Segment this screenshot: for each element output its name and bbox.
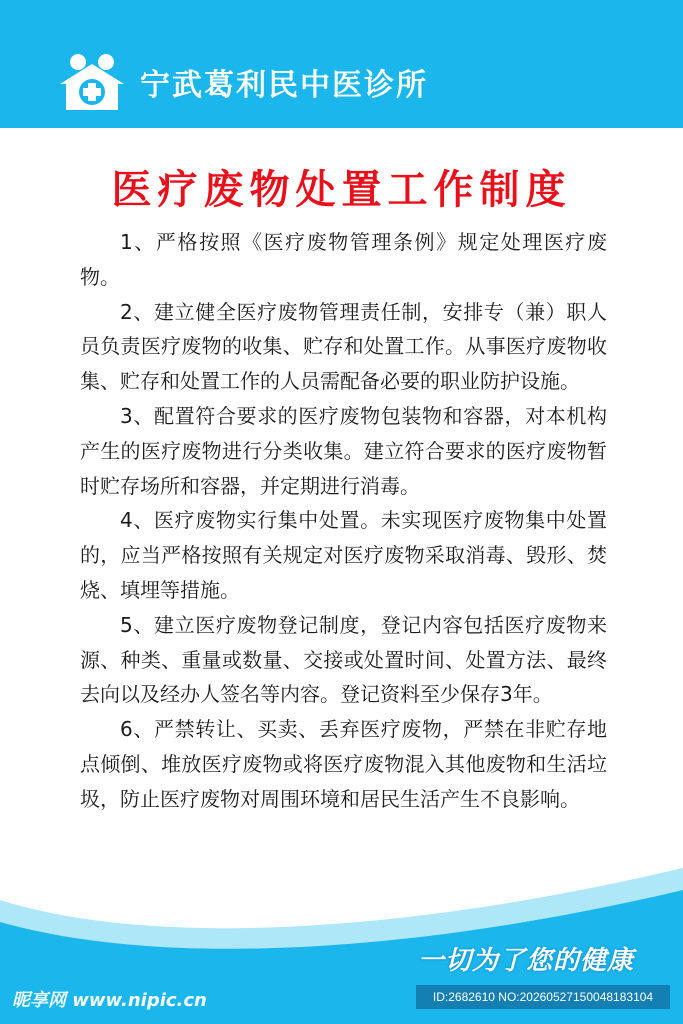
regulation-item-2: 2、建立健全医疗废物管理责任制，安排专（兼）职人员负责医疗废物的收集、贮存和处置工作。从事医疗废物收集、贮存和处置工作的人员需配备必要的职业防护设施。 <box>80 299 607 394</box>
regulation-item-4: 4、医疗废物实行集中处置。未实现医疗废物集中处置的，应当严格按照有关规定对医疗废物采取消毒、毁形、焚烧、填埋等措施。 <box>80 508 607 602</box>
regulation-item-6: 6、严禁转让、买卖、丢弃医疗废物，严禁在非贮存地点倾倒、堆放医疗废物或将医疗废物混入其他废物和生活垃圾，防止医疗废物对周围环境和居民生活产生不良影响。 <box>80 717 607 811</box>
regulation-item-5: 5、建立医疗废物登记制度，登记内容包括医疗废物来源、种类、重量或数量、交接或处置时间、处置方法、最终去向以及经办人签名等内容。登记资料至少保存3年。 <box>80 612 607 707</box>
watermark: 昵享网 www.nipic.cn <box>12 990 207 1011</box>
header-banner <box>0 0 683 128</box>
page-title: 医疗废物处置工作制度 <box>111 167 572 213</box>
regulation-item-3: 3、配置符合要求的医疗废物包装物和容器，对本机构产生的医疗废物进行分类收集。建立符合要求的医疗废物暂时贮存场所和容器，并定期进行消毒。 <box>80 403 607 498</box>
image-id-bar: ID:2682610 NO:20260527150048183104 <box>416 985 670 1009</box>
clinic-name: 宁武葛利民中医诊所 <box>140 68 428 103</box>
regulation-item-1: 1、严格按照《医疗废物管理条例》规定处理医疗废物。 <box>80 230 607 289</box>
footer-slogan: 一切为了您的健康 <box>418 946 635 976</box>
clinic-house-cross-icon <box>56 50 128 112</box>
regulation-text <box>80 225 607 817</box>
